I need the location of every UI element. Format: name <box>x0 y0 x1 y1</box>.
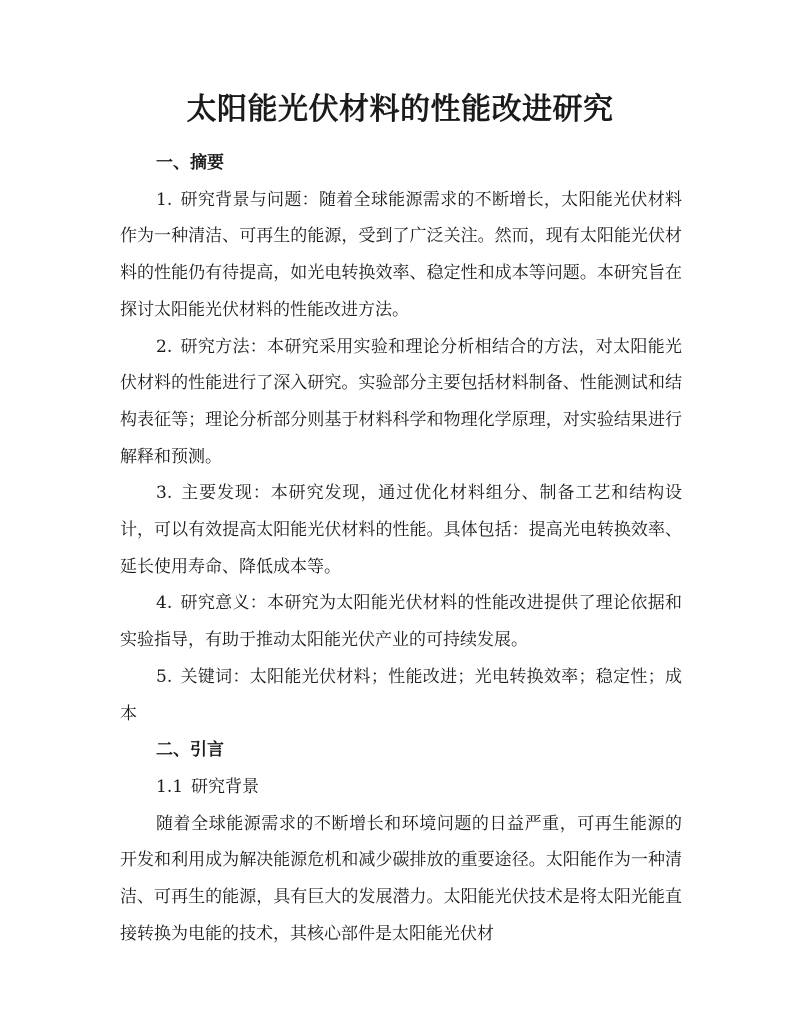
document-body <box>120 145 682 952</box>
abstract-paragraph-1 <box>120 182 682 329</box>
paragraph-number: 2. <box>156 336 173 357</box>
paragraph-text: 主要发现：本研究发现，通过优化材料组分、制备工艺和结构设计，可以有效提高太阳能光伏材料的性能。具体包括：提高光电转换效率、延长使用寿命、降低成本等。 <box>120 483 682 577</box>
paragraph-text: 研究方法：本研究采用实验和理论分析相结合的方法，对太阳能光伏材料的性能进行了深入研究。实验部分主要包括材料制备、性能测试和结构表征等；理论分析部分则基于材料科学和物理化学原理，对实验结果进行解释和预测。 <box>120 336 682 467</box>
paragraph-number: 4. <box>156 593 173 614</box>
paragraph-number: 1.1 <box>156 776 184 797</box>
abstract-paragraph-4 <box>120 585 682 658</box>
abstract-paragraph-5 <box>120 659 682 732</box>
document-title: 太阳能光伏材料的性能改进研究 <box>186 92 614 127</box>
subsection-heading-background <box>120 769 682 806</box>
paragraph-text: 关键词：太阳能光伏材料；性能改进；光电转换效率；稳定性；成本 <box>120 666 682 724</box>
paragraph-text: 研究意义：本研究为太阳能光伏材料的性能改进提供了理论依据和实验指导，有助于推动太阳能光伏产业的可持续发展。 <box>120 593 682 651</box>
paragraph-text: 研究背景 <box>191 776 260 797</box>
paragraph-text: 随着全球能源需求的不断增长和环境问题的日益严重，可再生能源的开发和利用成为解决能源危机和减少碳排放的重要途径。太阳能作为一种清洁、可再生的能源，具有巨大的发展潜力。太阳能光伏技术是将太阳光能直接转换为电能的技术，其核心部件是太阳能光伏材 <box>120 813 682 944</box>
section-heading-introduction: 二、引言 <box>156 740 224 761</box>
abstract-paragraph-3 <box>120 475 682 585</box>
section-heading-abstract: 一、摘要 <box>156 153 224 173</box>
paragraph-number: 5. <box>156 666 173 687</box>
paragraph-text: 研究背景与问题：随着全球能源需求的不断增长，太阳能光伏材料作为一种清洁、可再生的能源，受到了广泛关注。然而，现有太阳能光伏材料的性能仍有待提高，如光电转换效率、稳定性和成本等问题。本研究旨在探讨太阳能光伏材料的性能改进方法。 <box>120 189 682 320</box>
paragraph-number: 1. <box>156 189 173 210</box>
paragraph-number: 3. <box>156 483 173 504</box>
abstract-paragraph-2 <box>120 329 682 476</box>
introduction-paragraph-1 <box>120 806 682 953</box>
